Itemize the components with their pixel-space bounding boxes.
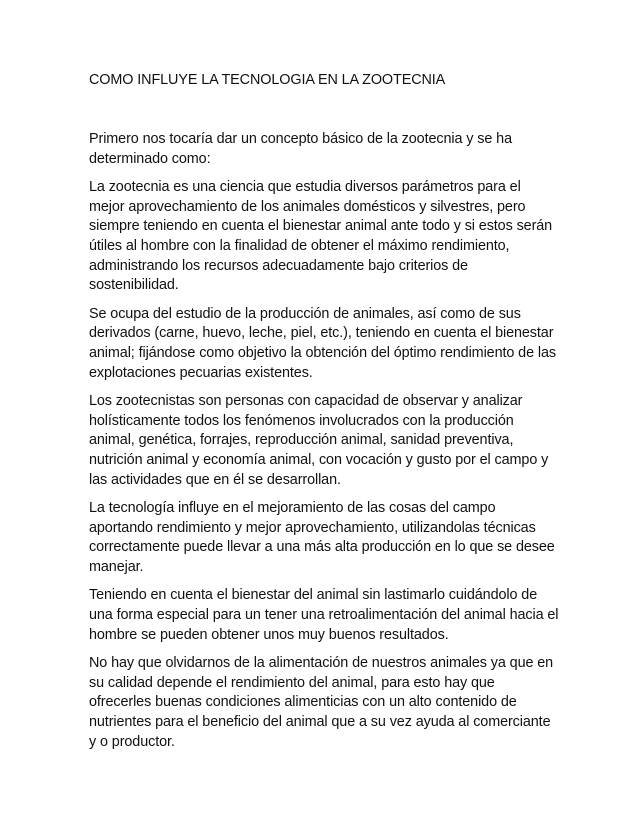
- paragraph-welfare: Teniendo en cuenta el bienestar del animal sin lastimarlo cuidándolo de una forma especial para un tener una retroalimentación del animal hacia el hombre se pueden obtener unos muy buenos resultados.: [89, 587, 559, 643]
- document-title: COMO INFLUYE LA TECNOLOGIA EN LA ZOOTECNIA: [89, 72, 446, 88]
- paragraph-intro: Primero nos tocaría dar un concepto básico de la zootecnia y se ha determinado como:: [89, 131, 512, 167]
- paragraph-feeding: No hay que olvidarnos de la alimentación de nuestros animales ya que en su calidad depende el rendimiento del animal, para esto hay que ofrecerles buenas condiciones alimenticias con un alto contenido de nutrientes para el beneficio del animal que a su vez ayuda al comerciante y o productor.: [89, 655, 554, 750]
- paragraph-definition: La zootecnia es una ciencia que estudia diversos parámetros para el mejor aprovechamiento de los animales domésticos y silvestres, pero siempre teniendo en cuenta el bienestar animal ante todo y si estos serán útiles al hombre con la finalidad de obtener el máximo rendimiento, administrando los recursos adecuadamente bajo criterios de sostenibilidad.: [89, 179, 553, 294]
- paragraph-zootecnistas: Los zootecnistas son personas con capacidad de observar y analizar holísticamente todos los fenómenos involucrados con la producción animal, genética, forrajes, reproducción animal, sanidad preventiva, nutrición animal y economía animal, con vocación y gusto por el campo y las actividades que en él se desarrollan.: [89, 393, 549, 488]
- paragraph-technology: La tecnología influye en el mejoramiento de las cosas del campo aportando rendimiento y mejor aprovechamiento, utilizandolas técnicas correctamente puede llevar a una más alta producción en lo que se desee manejar.: [89, 500, 555, 575]
- paragraph-scope: Se ocupa del estudio de la producción de animales, así como de sus derivados (carne, huevo, leche, piel, etc.), teniendo en cuenta el bienestar animal; fijándose como objetivo la obtención del óptimo rendimiento de las explotaciones pecuarias existentes.: [89, 305, 556, 381]
